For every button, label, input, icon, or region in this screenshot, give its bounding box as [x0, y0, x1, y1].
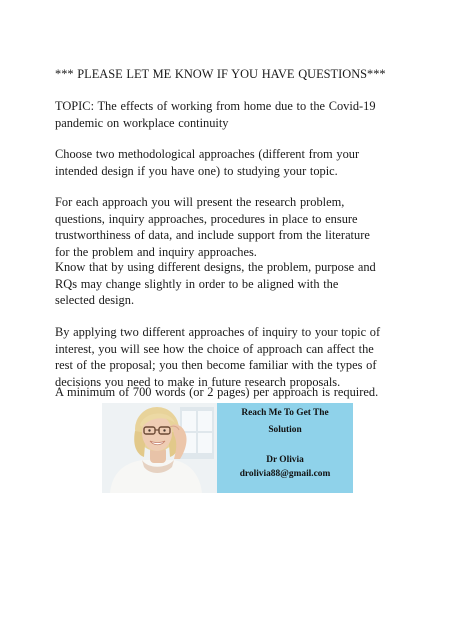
approaches-line-2: intended design if you have one) to studying your topic.: [55, 163, 338, 178]
questions-heading: [55, 66, 405, 83]
topic-line-2: pandemic on workplace continuity: [55, 115, 229, 130]
designs-line-3: selected design.: [55, 293, 135, 307]
inquiry-line-3: rest of the proposal; you then become familiar with the types of: [55, 358, 377, 372]
inquiry-line-2: interest, you will see how the choice of approach can affect the: [55, 341, 374, 356]
author-name: Dr Olivia: [266, 455, 304, 465]
inquiry-paragraph: [55, 324, 405, 390]
heading-line: *** PLEASE LET ME KNOW IF YOU HAVE QUESTIONS***: [55, 67, 386, 81]
approaches-paragraph: [55, 146, 405, 179]
each-approach-line-2: questions, inquiry approaches, procedures in place to ensure: [55, 211, 358, 226]
contact-advertisement[interactable]: [102, 403, 353, 493]
designs-line-1: Know that by using different designs, the problem, purpose and: [55, 260, 376, 274]
contact-panel: [217, 403, 353, 493]
each-approach-line-4: for the problem and inquiry approaches.: [55, 244, 257, 259]
solution-label: Solution: [268, 425, 302, 435]
word-count-line: A minimum of 700 words (or 2 pages) per approach is required.: [55, 385, 379, 399]
woman-with-glasses-photo: [102, 403, 217, 493]
each-approach-paragraph: [55, 194, 405, 260]
contact-email[interactable]: drolivia88@gmail.com: [239, 469, 331, 479]
designs-paragraph: [55, 259, 405, 309]
each-approach-line-1: For each approach you will present the research problem,: [55, 195, 345, 209]
word-count-paragraph: [55, 384, 405, 401]
inquiry-line-4: decisions you need to make in future research proposals.: [55, 374, 341, 389]
topic-line-1: TOPIC: The effects of working from home due to the Covid-19: [55, 99, 376, 113]
reach-me-label: Reach Me To Get The: [241, 408, 329, 418]
woman-portrait-icon: [102, 403, 217, 493]
each-approach-line-3: trustworthiness of data, and include support from the literature: [55, 228, 370, 242]
approaches-line-1: Choose two methodological approaches (different from your: [55, 147, 360, 161]
designs-line-2: RQs may change slightly in order to be aligned with the: [55, 276, 339, 291]
inquiry-line-1: By applying two different approaches of inquiry to your topic of: [55, 325, 381, 339]
topic-paragraph: [55, 98, 405, 131]
